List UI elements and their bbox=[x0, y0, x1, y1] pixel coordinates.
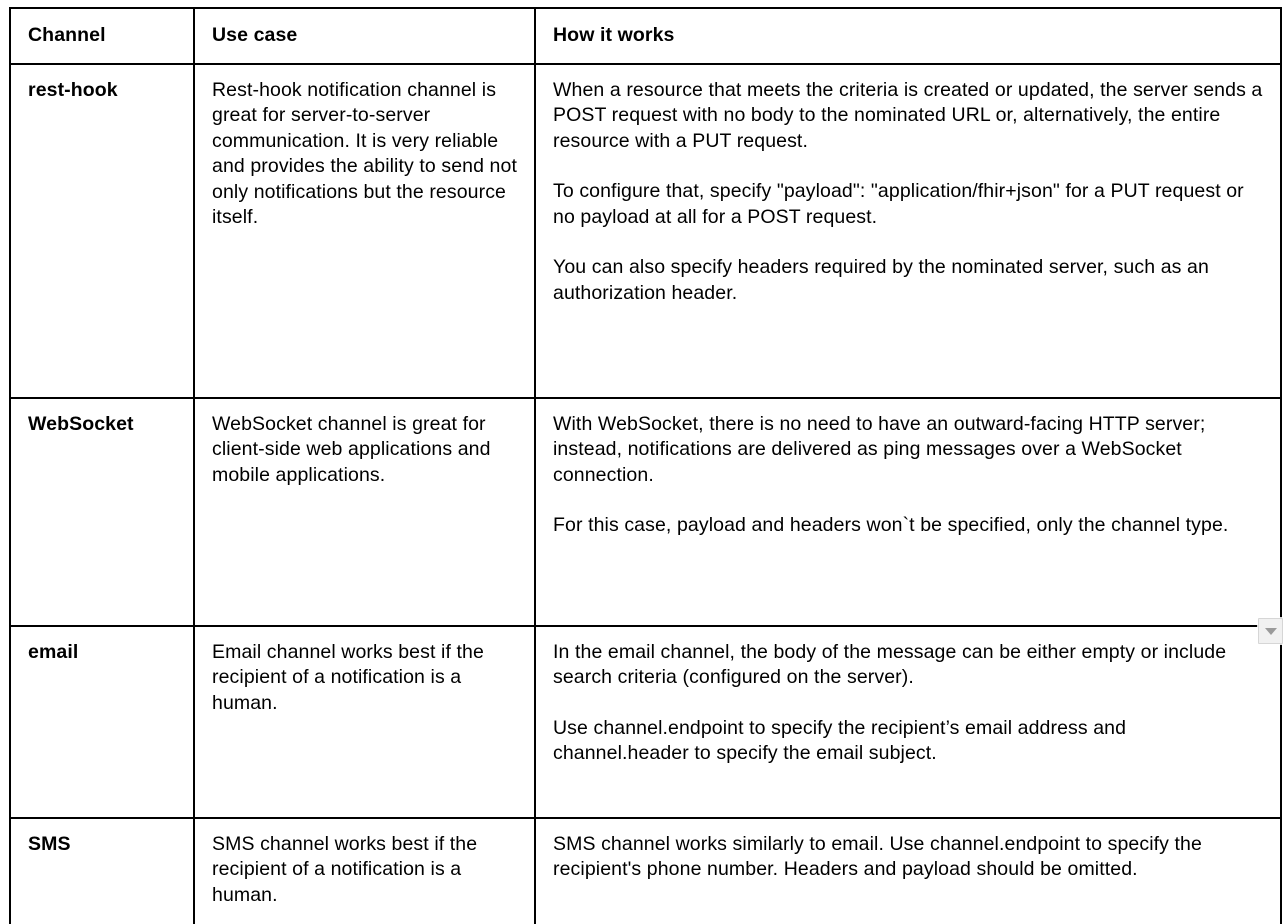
cell-how-it-works-email bbox=[535, 626, 1281, 818]
paragraph: You can also specify headers required by the nominated server, such as an authorization header. bbox=[553, 256, 1209, 304]
paragraph: WebSocket channel is great for client-side web applications and mobile applications. bbox=[212, 412, 491, 486]
paragraph: Rest-hook notification channel is great for server-to-server communication. It is very reliable and provides the ability to send not only notifications but the resource itself. bbox=[212, 78, 517, 228]
table-row bbox=[10, 64, 1281, 398]
paragraph: When a resource that meets the criteria is created or updated, the server sends a POST request with no body to the nominated URL or, alternatively, the entire resource with a PUT request. bbox=[553, 78, 1263, 152]
chevron-down-icon bbox=[1265, 628, 1277, 635]
column-header-use-case: Use case bbox=[194, 8, 535, 64]
cell-channel-email: email bbox=[10, 626, 194, 818]
cell-use-case-rest-hook bbox=[194, 64, 535, 398]
paragraph: SMS channel works similarly to email. Use channel.endpoint to specify the recipient's phone number. Headers and payload should be omitted. bbox=[553, 832, 1202, 880]
paragraph: SMS channel works best if the recipient of a notification is a human. bbox=[212, 832, 478, 906]
table-body bbox=[10, 64, 1281, 924]
cell-how-it-works-sms bbox=[535, 818, 1281, 924]
table-header-row bbox=[10, 8, 1281, 64]
column-header-how-it-works: How it works bbox=[535, 8, 1281, 64]
channel-comparison-table bbox=[9, 7, 1282, 924]
cell-how-it-works-rest-hook bbox=[535, 64, 1281, 398]
table-header bbox=[10, 8, 1281, 64]
cell-channel-websocket: WebSocket bbox=[10, 398, 194, 626]
cell-use-case-email bbox=[194, 626, 535, 818]
paragraph: Email channel works best if the recipient of a notification is a human. bbox=[212, 640, 484, 714]
paragraph: In the email channel, the body of the message can be either empty or include search criteria (configured on the server). bbox=[553, 640, 1227, 688]
cell-use-case-websocket bbox=[194, 398, 535, 626]
column-header-channel: Channel bbox=[10, 8, 194, 64]
cell-use-case-sms bbox=[194, 818, 535, 924]
paragraph: To configure that, specify "payload": "application/fhir+json" for a PUT request or no payload at all for a POST request. bbox=[553, 180, 1244, 228]
table-row bbox=[10, 398, 1281, 626]
cell-channel-sms: SMS bbox=[10, 818, 194, 924]
cell-channel-rest-hook: rest-hook bbox=[10, 64, 194, 398]
paragraph: For this case, payload and headers won`t be specified, only the channel type. bbox=[553, 514, 1229, 536]
paragraph: Use channel.endpoint to specify the recipient’s email address and channel.header to specify the email subject. bbox=[553, 716, 1127, 764]
paragraph: With WebSocket, there is no need to have an outward-facing HTTP server; instead, notifications are delivered as ping messages over a WebSocket connection. bbox=[553, 412, 1206, 486]
table-row bbox=[10, 818, 1281, 924]
scroll-down-button[interactable] bbox=[1258, 618, 1283, 644]
cell-how-it-works-websocket bbox=[535, 398, 1281, 626]
table-row bbox=[10, 626, 1281, 818]
